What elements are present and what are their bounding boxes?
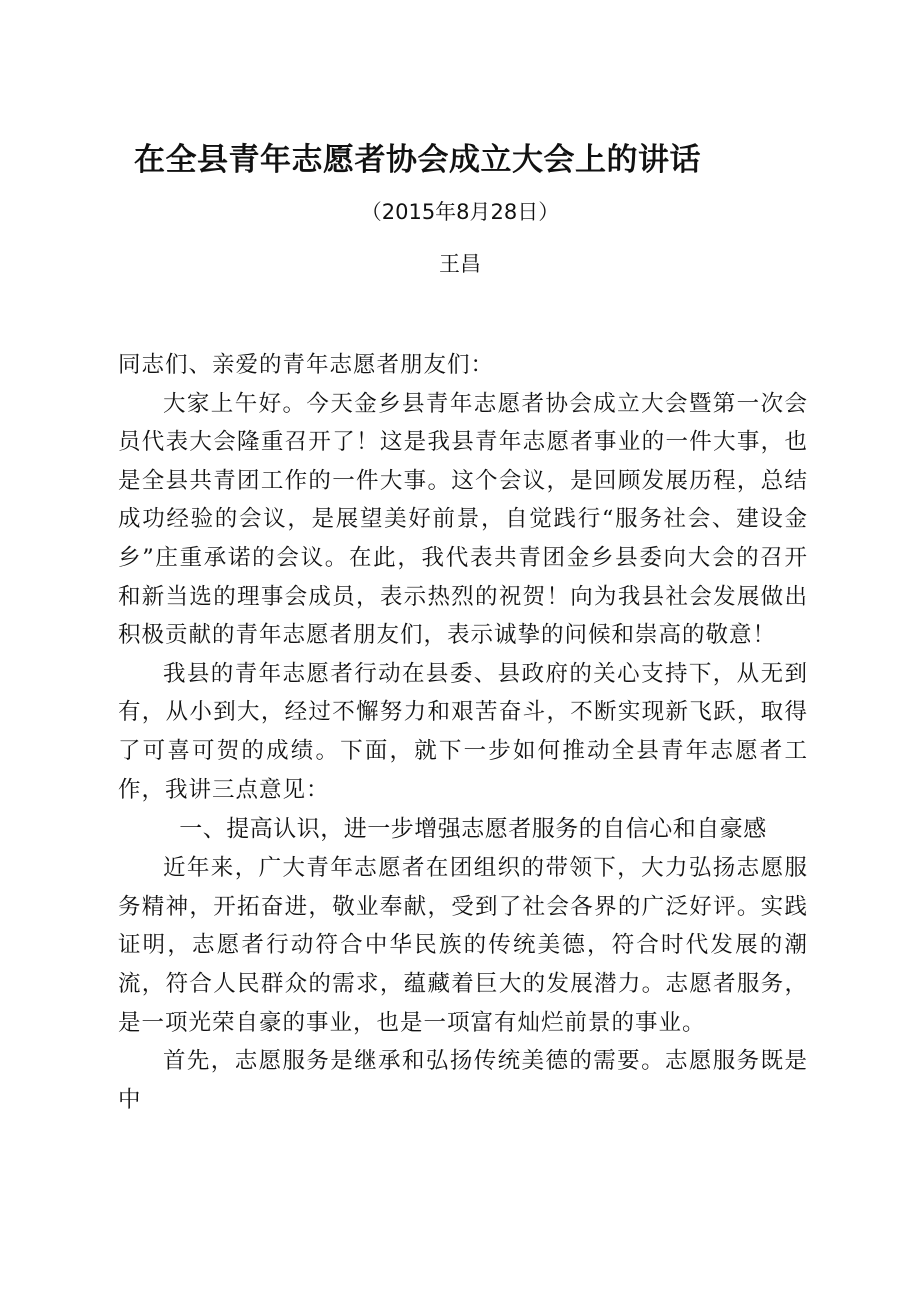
section-heading: 一、提高认识，进一步增强志愿者服务的自信心和自豪感 <box>179 816 767 843</box>
document-title: 在全县青年志愿者协会成立大会上的讲话 <box>134 142 701 178</box>
speaker-name: 王昌 <box>439 252 481 276</box>
paragraph: 我县的青年志愿者行动在县委、县政府的关心支持下，从无到有，从小到大，经过不懈努力和艰苦奋斗，不断实现新飞跃，取得了可喜可贺的成绩。下面，就下一步如何推动全县青年志愿者工作，我讲三点意见： <box>118 660 808 803</box>
paragraph: 首先，志愿服务是继承和弘扬传统美德的需要。志愿服务既是中 <box>118 1048 808 1113</box>
salutation: 同志们、亲爱的青年志愿者朋友们： <box>118 352 495 378</box>
speech-body <box>118 346 808 1119</box>
paragraph: 近年来，广大青年志愿者在团组织的带领下，大力弘扬志愿服务精神，开拓奋进，敬业奉献，受到了社会各界的广泛好评。实践证明，志愿者行动符合中华民族的传统美德，符合时代发展的潮流，符合人民群众的需求，蕴藏着巨大的发展潜力。志愿者服务，是一项光荣自豪的事业，也是一项富有灿烂前景的事业。 <box>118 855 808 1036</box>
paragraph: 大家上午好。今天金乡县青年志愿者协会成立大会暨第一次会员代表大会隆重召开了！这是我县青年志愿者事业的一件大事，也是全县共青团工作的一件大事。这个会议，是回顾发展历程，总结成功经验的会议，是展望美好前景，自觉践行“服务社会、建设金乡”庄重承诺的会议。在此，我代表共青团金乡县委向大会的召开和新当选的理事会成员，表示热烈的祝贺！向为我县社会发展做出积极贡献的青年志愿者朋友们，表示诚挚的问候和崇高的敬意！ <box>118 390 808 649</box>
speech-date: （2015年8月28日） <box>360 200 560 224</box>
